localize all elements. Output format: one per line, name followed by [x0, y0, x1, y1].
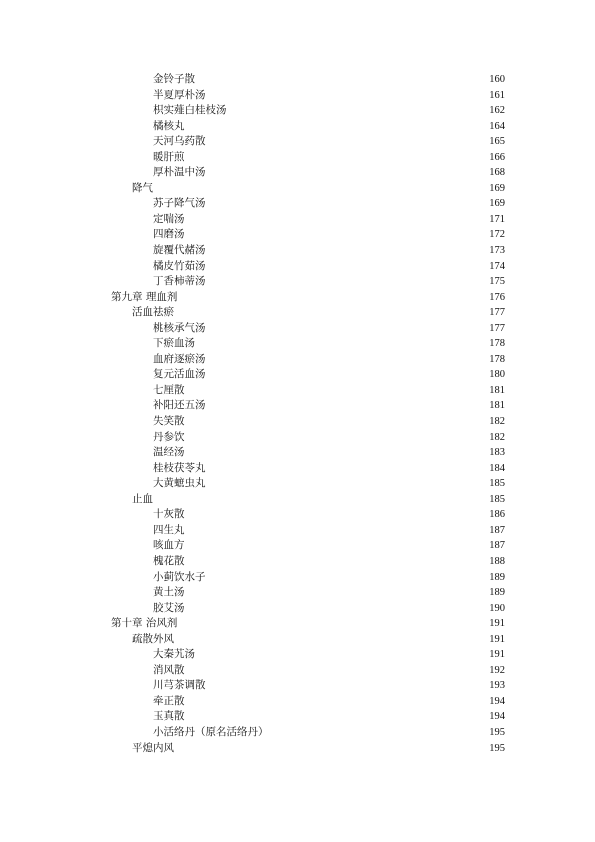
page-number: 191	[489, 649, 505, 661]
entry-title: 天河乌药散	[153, 135, 206, 148]
entry-title: 大秦艽汤	[153, 648, 195, 661]
toc-entry	[0, 694, 595, 710]
page-number: 181	[489, 400, 505, 412]
toc-entry	[0, 119, 595, 135]
page-number: 187	[489, 540, 505, 552]
toc-entry	[0, 227, 595, 243]
entry-title: 槐花散	[153, 554, 185, 567]
toc-entry	[0, 492, 595, 508]
toc-entry	[0, 274, 595, 290]
page-number: 178	[489, 353, 505, 365]
toc-entry	[0, 290, 595, 306]
toc-entry	[0, 725, 595, 741]
toc-entry	[0, 632, 595, 648]
entry-title: 消风散	[153, 663, 185, 676]
entry-title: 苏子降气汤	[153, 197, 206, 210]
toc-entry	[0, 103, 595, 119]
page-number: 191	[489, 633, 505, 645]
toc-entry	[0, 134, 595, 150]
entry-title: 丹参饮	[153, 430, 185, 443]
toc-entry	[0, 88, 595, 104]
entry-title: 暖肝煎	[153, 150, 185, 163]
toc-entry	[0, 414, 595, 430]
entry-title: 温经汤	[153, 446, 185, 459]
entry-title: 小活络丹（原名活络丹）	[153, 725, 269, 738]
entry-title: 血府逐瘀汤	[153, 352, 206, 365]
page-number: 160	[489, 74, 505, 85]
toc-entry	[0, 585, 595, 601]
entry-title: 半夏厚朴汤	[153, 88, 206, 101]
section-title: 活血祛瘀	[132, 306, 174, 319]
table-of-contents	[0, 72, 595, 756]
page-number: 186	[489, 509, 505, 521]
entry-title: 四磨汤	[153, 228, 185, 241]
page-number: 174	[489, 260, 505, 272]
entry-title: 川芎茶调散	[153, 679, 206, 692]
entry-title: 失笑散	[153, 415, 185, 428]
toc-entry	[0, 507, 595, 523]
page-number: 182	[489, 416, 505, 428]
page-number: 195	[489, 726, 505, 738]
page-number: 164	[489, 120, 505, 132]
page-number: 168	[489, 167, 505, 179]
toc-entry	[0, 165, 595, 181]
toc-entry	[0, 678, 595, 694]
entry-title: 牵正散	[153, 694, 185, 707]
page-number: 189	[489, 571, 505, 583]
toc-entry	[0, 352, 595, 368]
page-number: 161	[489, 89, 505, 101]
entry-title: 橘核丸	[153, 119, 185, 132]
page-number: 165	[489, 136, 505, 148]
toc-entry	[0, 72, 595, 88]
entry-title: 七厘散	[153, 383, 185, 396]
toc-entry	[0, 430, 595, 446]
page-number: 194	[489, 711, 505, 723]
page-number: 169	[489, 198, 505, 210]
section-title: 平熄内风	[132, 741, 174, 754]
entry-title: 十灰散	[153, 508, 185, 521]
toc-entry	[0, 554, 595, 570]
page-number: 166	[489, 151, 505, 163]
page-number: 182	[489, 431, 505, 443]
entry-title: 胶艾汤	[153, 601, 185, 614]
entry-title: 枳实薤白桂枝汤	[153, 104, 227, 117]
toc-entry	[0, 538, 595, 554]
page-number: 180	[489, 369, 505, 381]
entry-title: 补阳还五汤	[153, 399, 206, 412]
entry-title: 金铃子散	[153, 73, 195, 85]
toc-entry	[0, 181, 595, 197]
entry-title: 玉真散	[153, 710, 185, 723]
entry-title: 橘皮竹茹汤	[153, 259, 206, 272]
page-number: 187	[489, 524, 505, 536]
toc-entry	[0, 445, 595, 461]
page-number: 191	[489, 618, 505, 630]
entry-title: 咳血方	[153, 539, 185, 552]
page-number: 190	[489, 602, 505, 614]
entry-title: 复元活血汤	[153, 368, 206, 381]
toc-entry	[0, 259, 595, 275]
toc-entry	[0, 601, 595, 617]
toc-entry	[0, 243, 595, 259]
entry-title: 桃核承气汤	[153, 321, 206, 334]
page-number: 185	[489, 493, 505, 505]
entry-title: 厚朴温中汤	[153, 166, 206, 179]
toc-entry	[0, 663, 595, 679]
chapter-title: 第九章 理血剂	[111, 290, 178, 303]
page-number: 173	[489, 245, 505, 257]
toc-entry	[0, 212, 595, 228]
page-number: 183	[489, 447, 505, 459]
toc-entry	[0, 367, 595, 383]
toc-entry	[0, 476, 595, 492]
page-number: 181	[489, 384, 505, 396]
toc-entry	[0, 150, 595, 166]
page-number: 189	[489, 587, 505, 599]
toc-entry	[0, 196, 595, 212]
toc-entry	[0, 398, 595, 414]
toc-entry	[0, 305, 595, 321]
toc-entry	[0, 616, 595, 632]
page-number: 169	[489, 182, 505, 194]
toc-entry	[0, 461, 595, 477]
section-title: 止血	[132, 492, 153, 505]
page-number: 192	[489, 664, 505, 676]
entry-title: 桂枝茯苓丸	[153, 461, 206, 474]
page-number: 185	[489, 478, 505, 490]
page-number: 171	[489, 213, 505, 225]
page-number: 172	[489, 229, 505, 241]
page-number: 177	[489, 322, 505, 334]
page-number: 194	[489, 695, 505, 707]
page-number: 162	[489, 105, 505, 117]
entry-title: 小蓟饮水子	[153, 570, 206, 583]
toc-entry	[0, 336, 595, 352]
page-number: 175	[489, 276, 505, 288]
entry-title: 黄土汤	[153, 586, 185, 599]
toc-entry	[0, 741, 595, 757]
section-title: 疏散外风	[132, 632, 174, 645]
entry-title: 丁香柿蒂汤	[153, 275, 206, 288]
entry-title: 定喘汤	[153, 212, 185, 225]
page-number: 184	[489, 462, 505, 474]
page-number: 177	[489, 307, 505, 319]
toc-entry	[0, 383, 595, 399]
chapter-title: 第十章 治风剂	[111, 617, 178, 630]
entry-title: 四生丸	[153, 523, 185, 536]
entry-title: 旋覆代赭汤	[153, 244, 206, 257]
page-number: 193	[489, 680, 505, 692]
toc-entry	[0, 523, 595, 539]
entry-title: 下瘀血汤	[153, 337, 195, 350]
page-number: 188	[489, 555, 505, 567]
section-title: 降气	[132, 181, 153, 194]
page-number: 195	[489, 742, 505, 754]
page-number: 178	[489, 338, 505, 350]
toc-entry	[0, 709, 595, 725]
entry-title: 大黄蟅虫丸	[153, 477, 206, 490]
page-number: 176	[489, 291, 505, 303]
toc-entry	[0, 570, 595, 586]
toc-entry	[0, 321, 595, 337]
toc-entry	[0, 647, 595, 663]
